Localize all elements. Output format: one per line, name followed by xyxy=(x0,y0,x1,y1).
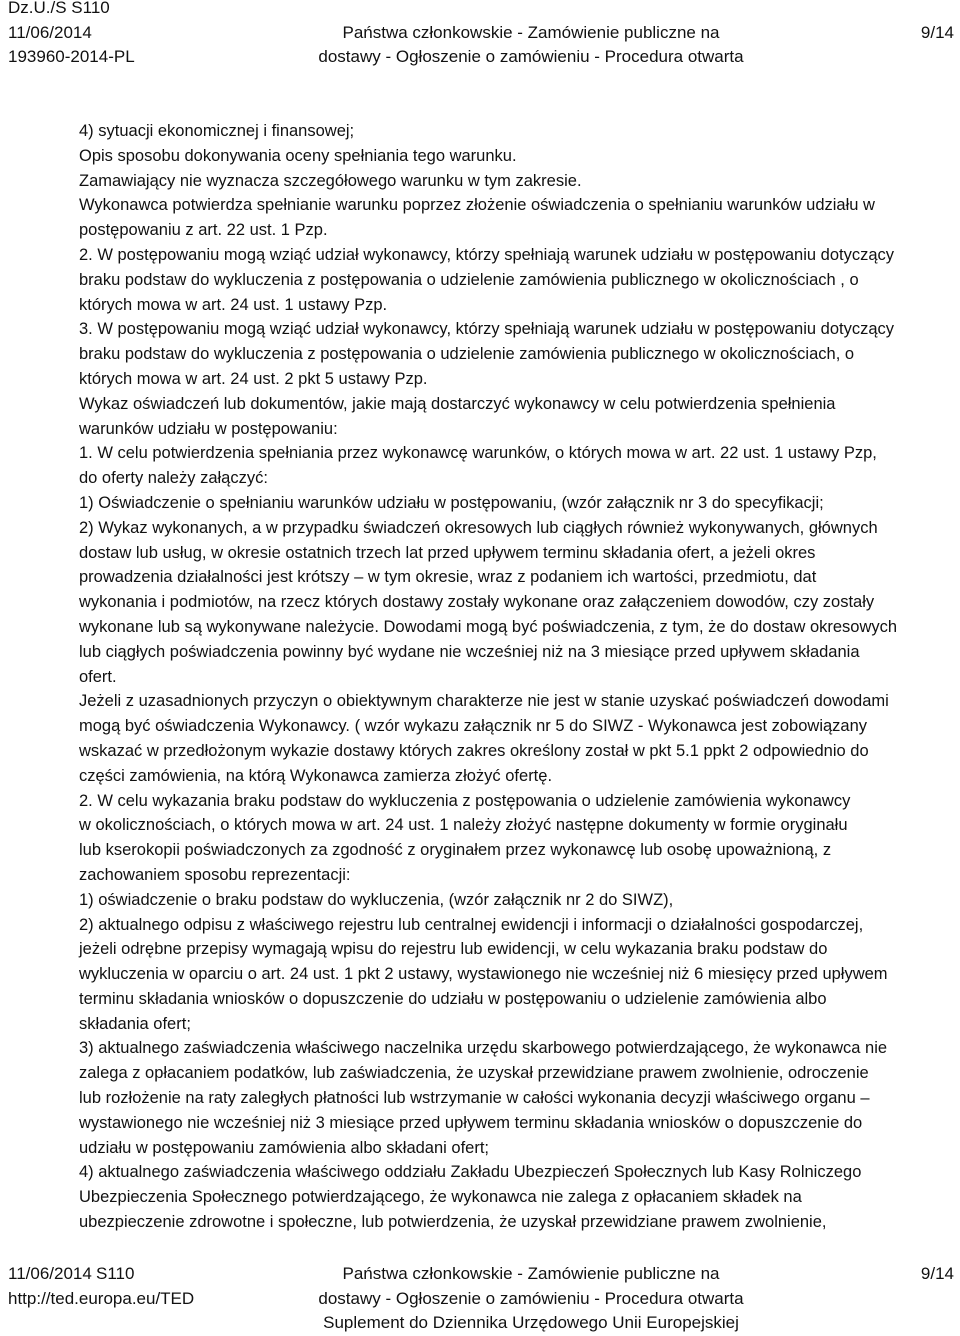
text-line: w okolicznościach, o których mowa w art. 24 ust. 1 należy złożyć następne dokumenty w formie oryginału xyxy=(79,816,848,835)
text-line: braku podstaw do wykluczenia z postępowania o udzielenie zamówienia publicznego w okolicznościach , o xyxy=(79,270,859,289)
text-line: warunków udziału w postępowaniu: xyxy=(79,419,338,438)
text-line: wykluczenia w oparciu o art. 24 ust. 1 pkt 2 ustawy, wystawionego nie wcześniej niż 6 miesięcy przed upływem xyxy=(79,965,888,984)
text-line: braku podstaw do wykluczenia z postępowania o udzielenie zamówienia publicznego w okolicznościach, o xyxy=(79,345,855,364)
text-line: prowadzenia działalności jest krótszy – w tym okresie, wraz z podaniem ich wartości, przedmiotu, dat xyxy=(79,568,817,587)
text-line: udziału w postępowaniu zamówienia albo składani ofert; xyxy=(79,1138,489,1157)
text-line: lub ciągłych poświadczenia powinny być wydane nie wcześniej niż na 3 miesiące przed upływem składania xyxy=(79,642,860,661)
text-line: do oferty należy załączyć: xyxy=(79,469,268,488)
text-line: których mowa w art. 24 ust. 1 ustawy Pzp. xyxy=(79,295,388,314)
text-line: 2. W postępowaniu mogą wziąć udział wykonawcy, którzy spełniają warunek udziału w postępowaniu dotyczący xyxy=(79,245,895,264)
footer-title-line-2: dostawy - Ogłoszenie o zamówieniu - Procedura otwarta xyxy=(318,1288,744,1308)
text-line: części zamówienia, na którą Wykonawca zamierza złożyć ofertę. xyxy=(79,766,553,785)
document-body xyxy=(79,119,959,1235)
text-line: Wykaz oświadczeń lub dokumentów, jakie mają dostarczyć wykonawcy w celu potwierdzenia spełnienia xyxy=(79,394,836,413)
text-line: 2) Wykaz wykonanych, a w przypadku świadczeń okresowych lub ciągłych również wykonywanych, głównych xyxy=(79,518,878,537)
footer-supplement: Suplement do Dziennika Urzędowego Unii Europejskiej xyxy=(323,1313,739,1332)
text-line: Zamawiający nie wyznacza szczegółowego warunku w tym zakresie. xyxy=(79,171,582,190)
text-line: jeżeli odrębne przepisy wymagają wpisu do rejestru lub ewidencji, w celu wykazania braku podstaw do xyxy=(79,940,828,959)
text-line: postępowaniu z art. 22 ust. 1 Pzp. xyxy=(79,221,328,240)
text-line: Wykonawca potwierdza spełnianie warunku poprzez złożenie oświadczenia o spełnianiu warunków udziału w xyxy=(79,196,875,215)
text-line: wskazać w przedłożonym wykazie dostawy których zakres określony został w pkt 5.1 ppkt 2 odpowiednio do xyxy=(79,741,869,760)
footer-page-number: 9/14 xyxy=(920,1264,954,1283)
notice-number: 193960-2014-PL xyxy=(8,47,135,66)
text-line: zachowaniem sposobu reprezentacji: xyxy=(79,865,351,884)
text-line: 2) aktualnego odpisu z właściwego rejestru lub centralnej ewidencji i informacji o działalności gospodarczej, xyxy=(79,915,864,934)
text-line: terminu składania wniosków o dopuszczenie do udziału w postępowaniu o udzielenie zamówienia albo xyxy=(79,989,827,1008)
text-line: 2. W celu wykazania braku podstaw do wykluczenia z postępowania o udzielenie zamówienia wykonawcy xyxy=(79,791,851,810)
footer-url: http://ted.europa.eu/TED xyxy=(8,1288,195,1308)
header-title-line-2: dostawy - Ogłoszenie o zamówieniu - Procedura otwarta xyxy=(318,47,744,66)
text-line: 4) sytuacji ekonomicznej i finansowej; xyxy=(79,122,355,140)
text-line: ubezpieczenie zdrowotne i społeczne, lub potwierdzenia, że uzyskał przewidziane prawem zwolnienie, xyxy=(79,1213,827,1232)
text-line: Ubezpieczenia Społecznego potwierdzającego, że wykonawca nie zalega z opłacaniem składek na xyxy=(79,1188,802,1207)
text-line: wystawionego nie wcześniej niż 3 miesiące przed upływem terminu składania wniosków o dopuszczenie do xyxy=(79,1113,863,1132)
journal-reference: Dz.U./S S110 xyxy=(8,0,110,17)
text-line: 4) aktualnego zaświadczenia właściwego oddziału Zakładu Ubezpieczeń Społecznych lub Kasy Rolniczego xyxy=(79,1163,862,1182)
text-line: Opis sposobu dokonywania oceny spełniania tego warunku. xyxy=(79,146,517,165)
text-line: 1) Oświadczenie o spełnianiu warunków udziału w postępowaniu, (wzór załącznik nr 3 do specyfikacji; xyxy=(79,493,824,512)
header-page-number: 9/14 xyxy=(920,22,954,42)
text-line: wykonania i podmiotów, na rzecz których dostawy zostały wykonane oraz załączeniem dowodów, czy zostały xyxy=(79,593,875,612)
text-line: 3. W postępowaniu mogą wziąć udział wykonawcy, którzy spełniają warunek udziału w postępowaniu dotyczący xyxy=(79,320,895,339)
text-line: zalega z opłacaniem podatków, lub zaświadczenia, że uzyskał przewidziane prawem zwolnienie, odroczenie xyxy=(79,1064,869,1083)
text-line: składania ofert; xyxy=(79,1014,191,1033)
text-line: ofert. xyxy=(79,667,117,686)
footer-code: S110 xyxy=(96,1264,135,1283)
text-line: 1. W celu potwierdzenia spełniania przez wykonawcę warunków, o których mowa w art. 22 ust. 1 ustawy Pzp, xyxy=(79,444,877,463)
text-line: lub kserokopii poświadczonych za zgodność z oryginałem przez wykonawcę lub osobę upoważnioną, z xyxy=(79,841,832,860)
footer-date: 11/06/2014 xyxy=(8,1264,92,1283)
text-line: 1) oświadczenie o braku podstaw do wykluczenia, (wzór załącznik nr 2 do SIWZ), xyxy=(79,890,674,909)
header-date: 11/06/2014 xyxy=(8,22,92,42)
text-line: 3) aktualnego zaświadczenia właściwego naczelnika urzędu skarbowego potwierdzającego, że wykonawca nie xyxy=(79,1039,888,1058)
footer-title-line-1: Państwa członkowskie - Zamówienie publiczne na xyxy=(342,1264,720,1283)
text-line: Jeżeli z uzasadnionych przyczyn o obiektywnym charakterze nie jest w stanie uzyskać poświadczeń dowodami xyxy=(79,692,889,711)
text-line: wykonane lub są wykonywane należycie. Dowodami mogą być poświadczenia, z tym, że do dostaw okresowych xyxy=(79,617,898,636)
text-line: których mowa w art. 24 ust. 2 pkt 5 ustawy Pzp. xyxy=(79,369,428,388)
text-line: lub rozłożenie na raty zaległych płatności lub wstrzymanie w całości wykonania decyzji właściwego organu – xyxy=(79,1089,870,1108)
text-line: mogą być oświadczenia Wykonawcy. ( wzór wykazu załącznik nr 5 do SIWZ - Wykonawca jest zobowiązany xyxy=(79,717,868,736)
text-line: dostaw lub usług, w okresie ostatnich trzech lat przed upływem terminu składania ofert, a jeżeli okres xyxy=(79,543,816,562)
header-title-line-1: Państwa członkowskie - Zamówienie publiczne na xyxy=(342,22,720,42)
